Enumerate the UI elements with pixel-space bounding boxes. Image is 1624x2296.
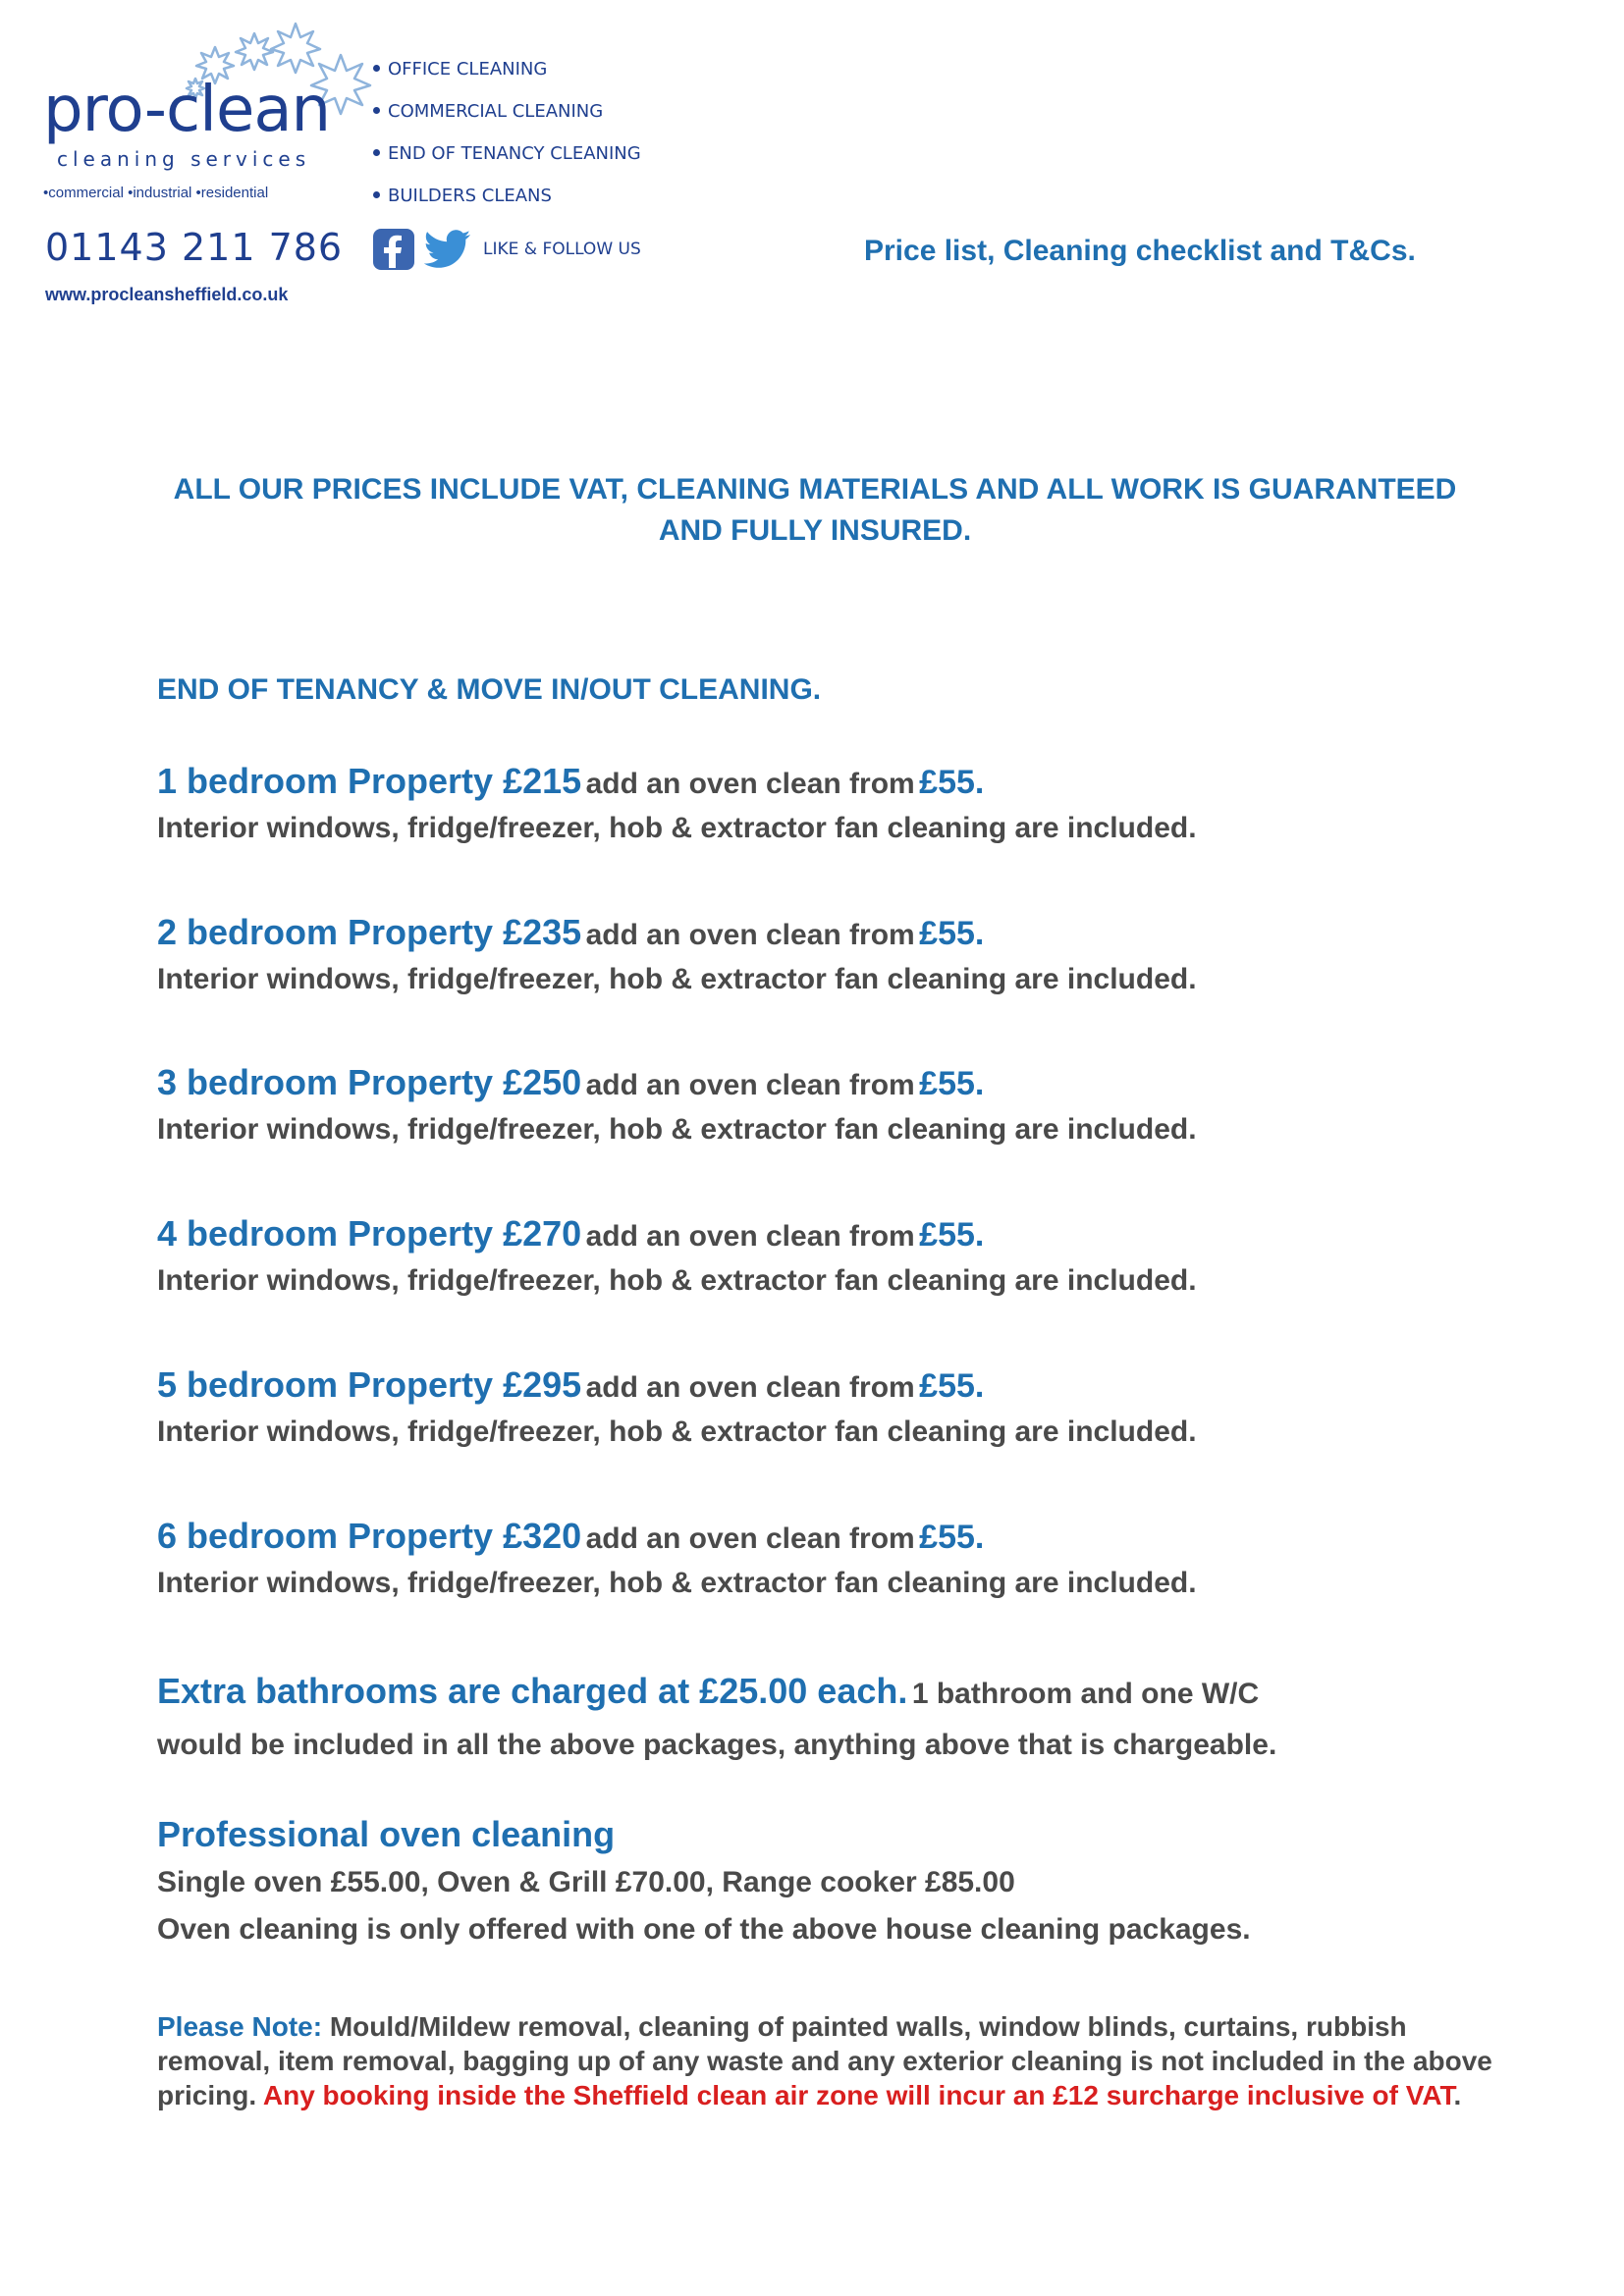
service-item [373,99,641,141]
service-item [373,57,641,99]
oven-cleaning-note: Oven cleaning is only offered with one of the above house cleaning packages. [157,1913,1251,1946]
package-title: 5 bedroom Property £295 [157,1364,582,1405]
package-addon: add an oven clean from [585,768,915,800]
package-item [157,1360,1532,1454]
package-headline [157,1360,1532,1411]
bullet-icon [373,107,380,114]
clean-air-zone-warning: Any booking inside the Sheffield clean air zone will incur an £12 surcharge inclusive of VAT [262,2080,1454,2110]
bullet-icon [373,65,380,72]
facebook-icon[interactable] [373,229,414,270]
package-title: 6 bedroom Property £320 [157,1516,582,1556]
please-note-label: Please Note: [157,2011,323,2042]
service-item [373,184,641,226]
please-note-end: . [1453,2080,1462,2110]
package-oven-price: £55. [919,1519,985,1556]
package-item [157,1511,1532,1605]
phone-number: 01143 211 786 [45,226,344,269]
please-note [157,2009,1492,2112]
logo-subtitle: cleaning services [57,147,311,171]
extra-bathrooms-title: Extra bathrooms are charged at £25.00 each. [157,1671,908,1711]
package-included: Interior windows, fridge/freezer, hob & extractor fan cleaning are included. [157,1415,1197,1448]
package-title: 4 bedroom Property £270 [157,1213,582,1254]
package-oven-price: £55. [919,1065,985,1102]
logo-tagline: •commercial •industrial •residential [43,185,269,201]
bullet-icon [373,149,380,156]
bullet-icon [373,191,380,198]
extra-bathrooms-text: 1 bathroom and one W/C [911,1678,1260,1710]
service-label: OFFICE CLEANING [388,59,548,80]
website-link[interactable]: www.procleansheffield.co.uk [45,285,289,304]
package-title: 3 bedroom Property £250 [157,1062,582,1102]
package-item [157,1057,1532,1151]
oven-cleaning-section [157,1810,1532,1953]
package-addon: add an oven clean from [585,1371,915,1404]
social-links [373,228,641,271]
package-title: 2 bedroom Property £235 [157,912,582,952]
package-headline [157,1208,1532,1259]
package-item [157,756,1532,850]
section-heading: END OF TENANCY & MOVE IN/OUT CLEANING. [157,673,822,706]
package-addon: add an oven clean from [585,1522,915,1555]
package-included: Interior windows, fridge/freezer, hob & extractor fan cleaning are included. [157,812,1197,844]
package-oven-price: £55. [919,915,985,952]
package-headline [157,1511,1532,1562]
package-headline [157,907,1532,958]
extra-bathrooms [157,1665,1532,1765]
package-title: 1 bedroom Property £215 [157,761,582,801]
service-item [373,141,641,184]
document-title: Price list, Cleaning checklist and T&Cs. [864,235,1416,267]
package-oven-price: £55. [919,1367,985,1405]
logo-wordmark: pro-clean [43,74,331,146]
service-label: END OF TENANCY CLEANING [388,143,641,164]
package-included: Interior windows, fridge/freezer, hob & extractor fan cleaning are included. [157,963,1197,995]
service-label: COMMERCIAL CLEANING [388,101,604,122]
package-item [157,907,1532,1001]
package-item [157,1208,1532,1303]
package-included: Interior windows, fridge/freezer, hob & extractor fan cleaning are included. [157,1264,1197,1297]
package-addon: add an oven clean from [585,1069,915,1101]
oven-cleaning-prices: Single oven £55.00, Oven & Grill £70.00, Range cooker £85.00 [157,1866,1015,1898]
package-included: Interior windows, fridge/freezer, hob & extractor fan cleaning are included. [157,1567,1197,1599]
social-label: LIKE & FOLLOW US [483,240,641,259]
package-oven-price: £55. [919,764,985,801]
extra-bathrooms-headline [157,1665,1532,1726]
package-included: Interior windows, fridge/freezer, hob & extractor fan cleaning are included. [157,1113,1197,1146]
oven-cleaning-heading: Professional oven cleaning [157,1814,616,1854]
services-list [373,57,641,226]
vat-notice: ALL OUR PRICES INCLUDE VAT, CLEANING MATERIALS AND ALL WORK IS GUARANTEED AND FULLY INSURED. [173,473,1457,547]
please-note-text: Mould/Mildew removal, cleaning of painted walls, window blinds, curtains, rubbish removal, item removal, bagging up of any waste and any exterior cleaning is not included in the above pricing. [157,2011,1492,2110]
twitter-icon[interactable] [424,230,471,269]
extra-bathrooms-details: would be included in all the above packages, anything above that is chargeable. [157,1729,1277,1761]
package-addon: add an oven clean from [585,919,915,951]
package-headline [157,756,1532,807]
service-label: BUILDERS CLEANS [388,186,552,206]
package-headline [157,1057,1532,1108]
package-addon: add an oven clean from [585,1220,915,1253]
company-logo [43,22,367,304]
package-oven-price: £55. [919,1216,985,1254]
